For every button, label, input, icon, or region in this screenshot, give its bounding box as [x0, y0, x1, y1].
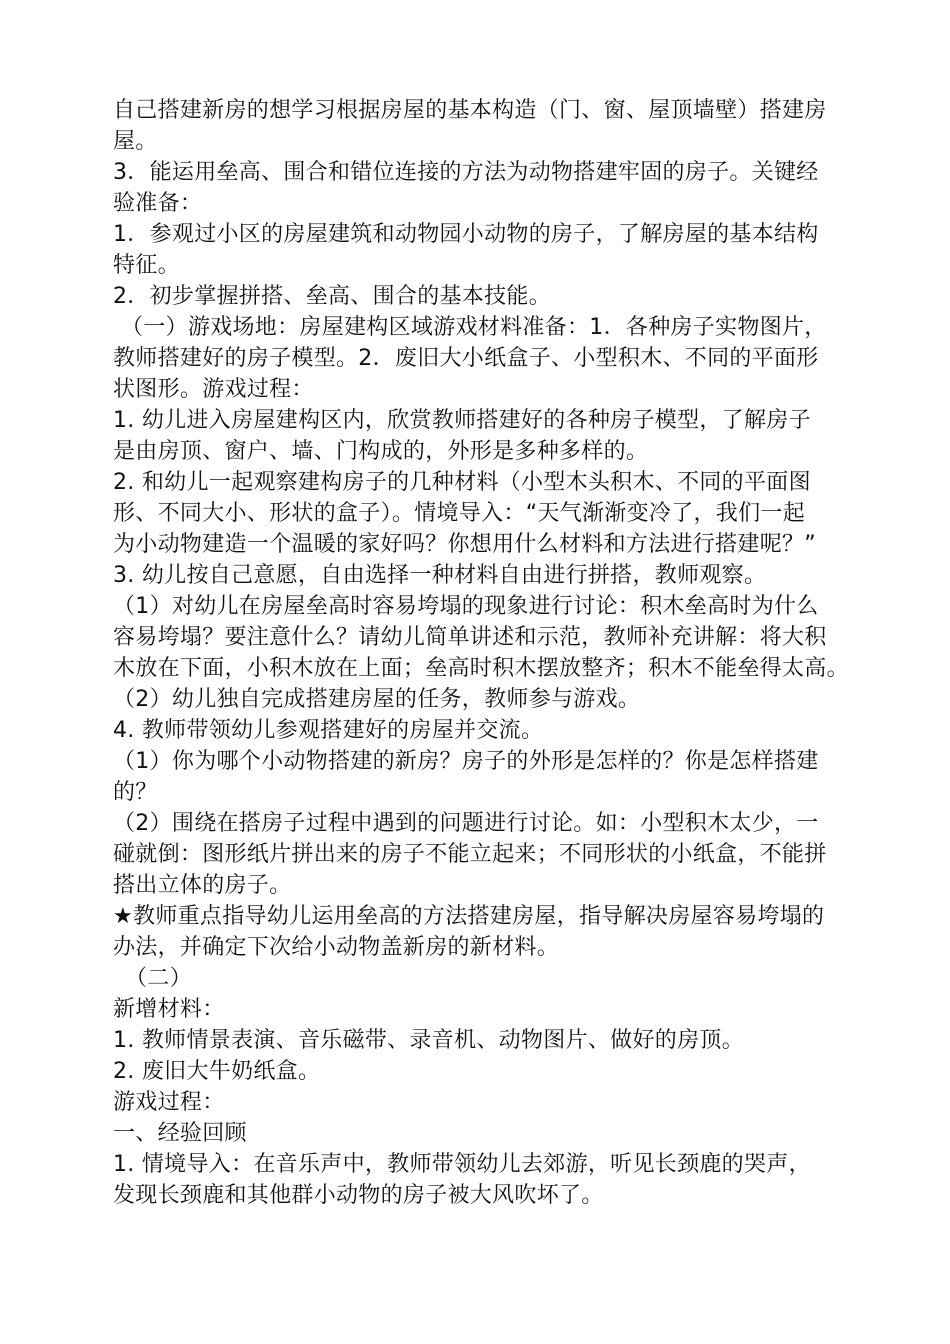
- text-line-4: 验准备：: [113, 191, 203, 216]
- text-line-22: （1）你为哪个小动物搭建的新房？房子的外形是怎样的？你是怎样搭建: [113, 749, 819, 774]
- text-line-7: 2．初步掌握拼搭、垒高、围合的基本技能。: [113, 284, 551, 309]
- text-line-10: 状图形。游戏过程：: [113, 377, 314, 402]
- text-line-12: 是由房顶、窗户、墙、门构成的，外形是多种多样的。: [113, 439, 649, 464]
- text-line-33: 游戏过程：: [113, 1090, 225, 1115]
- text-line-36: 发现长颈鹿和其他群小动物的房子被大风吹坏了。: [113, 1183, 604, 1208]
- text-line-5: 1．参观过小区的房屋建筑和动物园小动物的房子，了解房屋的基本结构: [113, 222, 819, 247]
- text-line-31: 1. 教师情景表演、音乐磁带、录音机、动物图片、做好的房顶。: [113, 1028, 744, 1053]
- text-line-9: 教师搭建好的房子模型。2．废旧大小纸盒子、小型积木、不同的平面形: [113, 346, 819, 371]
- text-line-2: 屋。: [113, 129, 158, 154]
- text-line-28: 办法，并确定下次给小动物盖新房的新材料。: [113, 935, 560, 960]
- text-line-14: 形、不同大小、形状的盒子）。情境导入：“天气渐渐变冷了，我们一起: [113, 501, 805, 526]
- text-line-34: 一、经验回顾: [113, 1121, 247, 1146]
- text-line-8: （一）游戏场地：房屋建构区域游戏材料准备：1．各种房子实物图片，: [121, 315, 827, 340]
- text-line-32: 2. 废旧大牛奶纸盒。: [113, 1059, 321, 1084]
- text-line-30: 新增材料：: [113, 997, 225, 1022]
- text-line-1: 自己搭建新房的想学习根据房屋的基本构造（门、窗、屋顶墙壁）搭建房: [113, 98, 827, 123]
- text-line-17: （1）对幼儿在房屋垒高时容易垮塌的现象进行讨论：积木垒高时为什么: [113, 594, 819, 619]
- text-line-24: （2）围绕在搭房子过程中遇到的问题进行讨论。如：小型积木太少，一: [113, 811, 819, 836]
- text-line-15: 为小动物建造一个温暖的家好吗？你想用什么材料和方法进行搭建呢？”: [113, 532, 816, 557]
- text-line-27: ★教师重点指导幼儿运用垒高的方法搭建房屋，指导解决房屋容易垮塌的: [113, 904, 825, 929]
- text-line-25: 碰就倒：图形纸片拼出来的房子不能立起来；不同形状的小纸盒，不能拼: [113, 842, 827, 867]
- text-line-35: 1. 情境导入：在音乐声中，教师带领幼儿去郊游，听见长颈鹿的哭声，: [113, 1152, 811, 1177]
- text-line-26: 搭出立体的房子。: [113, 873, 292, 898]
- text-line-16: 3. 幼儿按自己意愿，自由选择一种材料自由进行拼搭，教师观察。: [113, 563, 767, 588]
- text-line-29: （二）: [125, 966, 192, 991]
- text-line-23: 的？: [113, 780, 158, 805]
- text-line-11: 1. 幼儿进入房屋建构区内，欣赏教师搭建好的各种房子模型，了解房子: [113, 408, 811, 433]
- text-line-19: 木放在下面，小积木放在上面；垒高时积木摆放整齐；积木不能垒得太高。: [113, 656, 849, 681]
- text-line-13: 2. 和幼儿一起观察建构房子的几种材料（小型木头积木、不同的平面图: [113, 470, 811, 495]
- text-line-3: 3．能运用垒高、围合和错位连接的方法为动物搭建牢固的房子。关键经: [113, 160, 819, 185]
- text-line-6: 特征。: [113, 253, 180, 278]
- text-line-21: 4. 教师带领幼儿参观搭建好的房屋并交流。: [113, 718, 544, 743]
- text-line-20: （2）幼儿独自完成搭建房屋的任务，教师参与游戏。: [113, 687, 641, 712]
- text-line-18: 容易垮塌？要注意什么？请幼儿简单讲述和示范，教师补充讲解：将大积: [113, 625, 827, 650]
